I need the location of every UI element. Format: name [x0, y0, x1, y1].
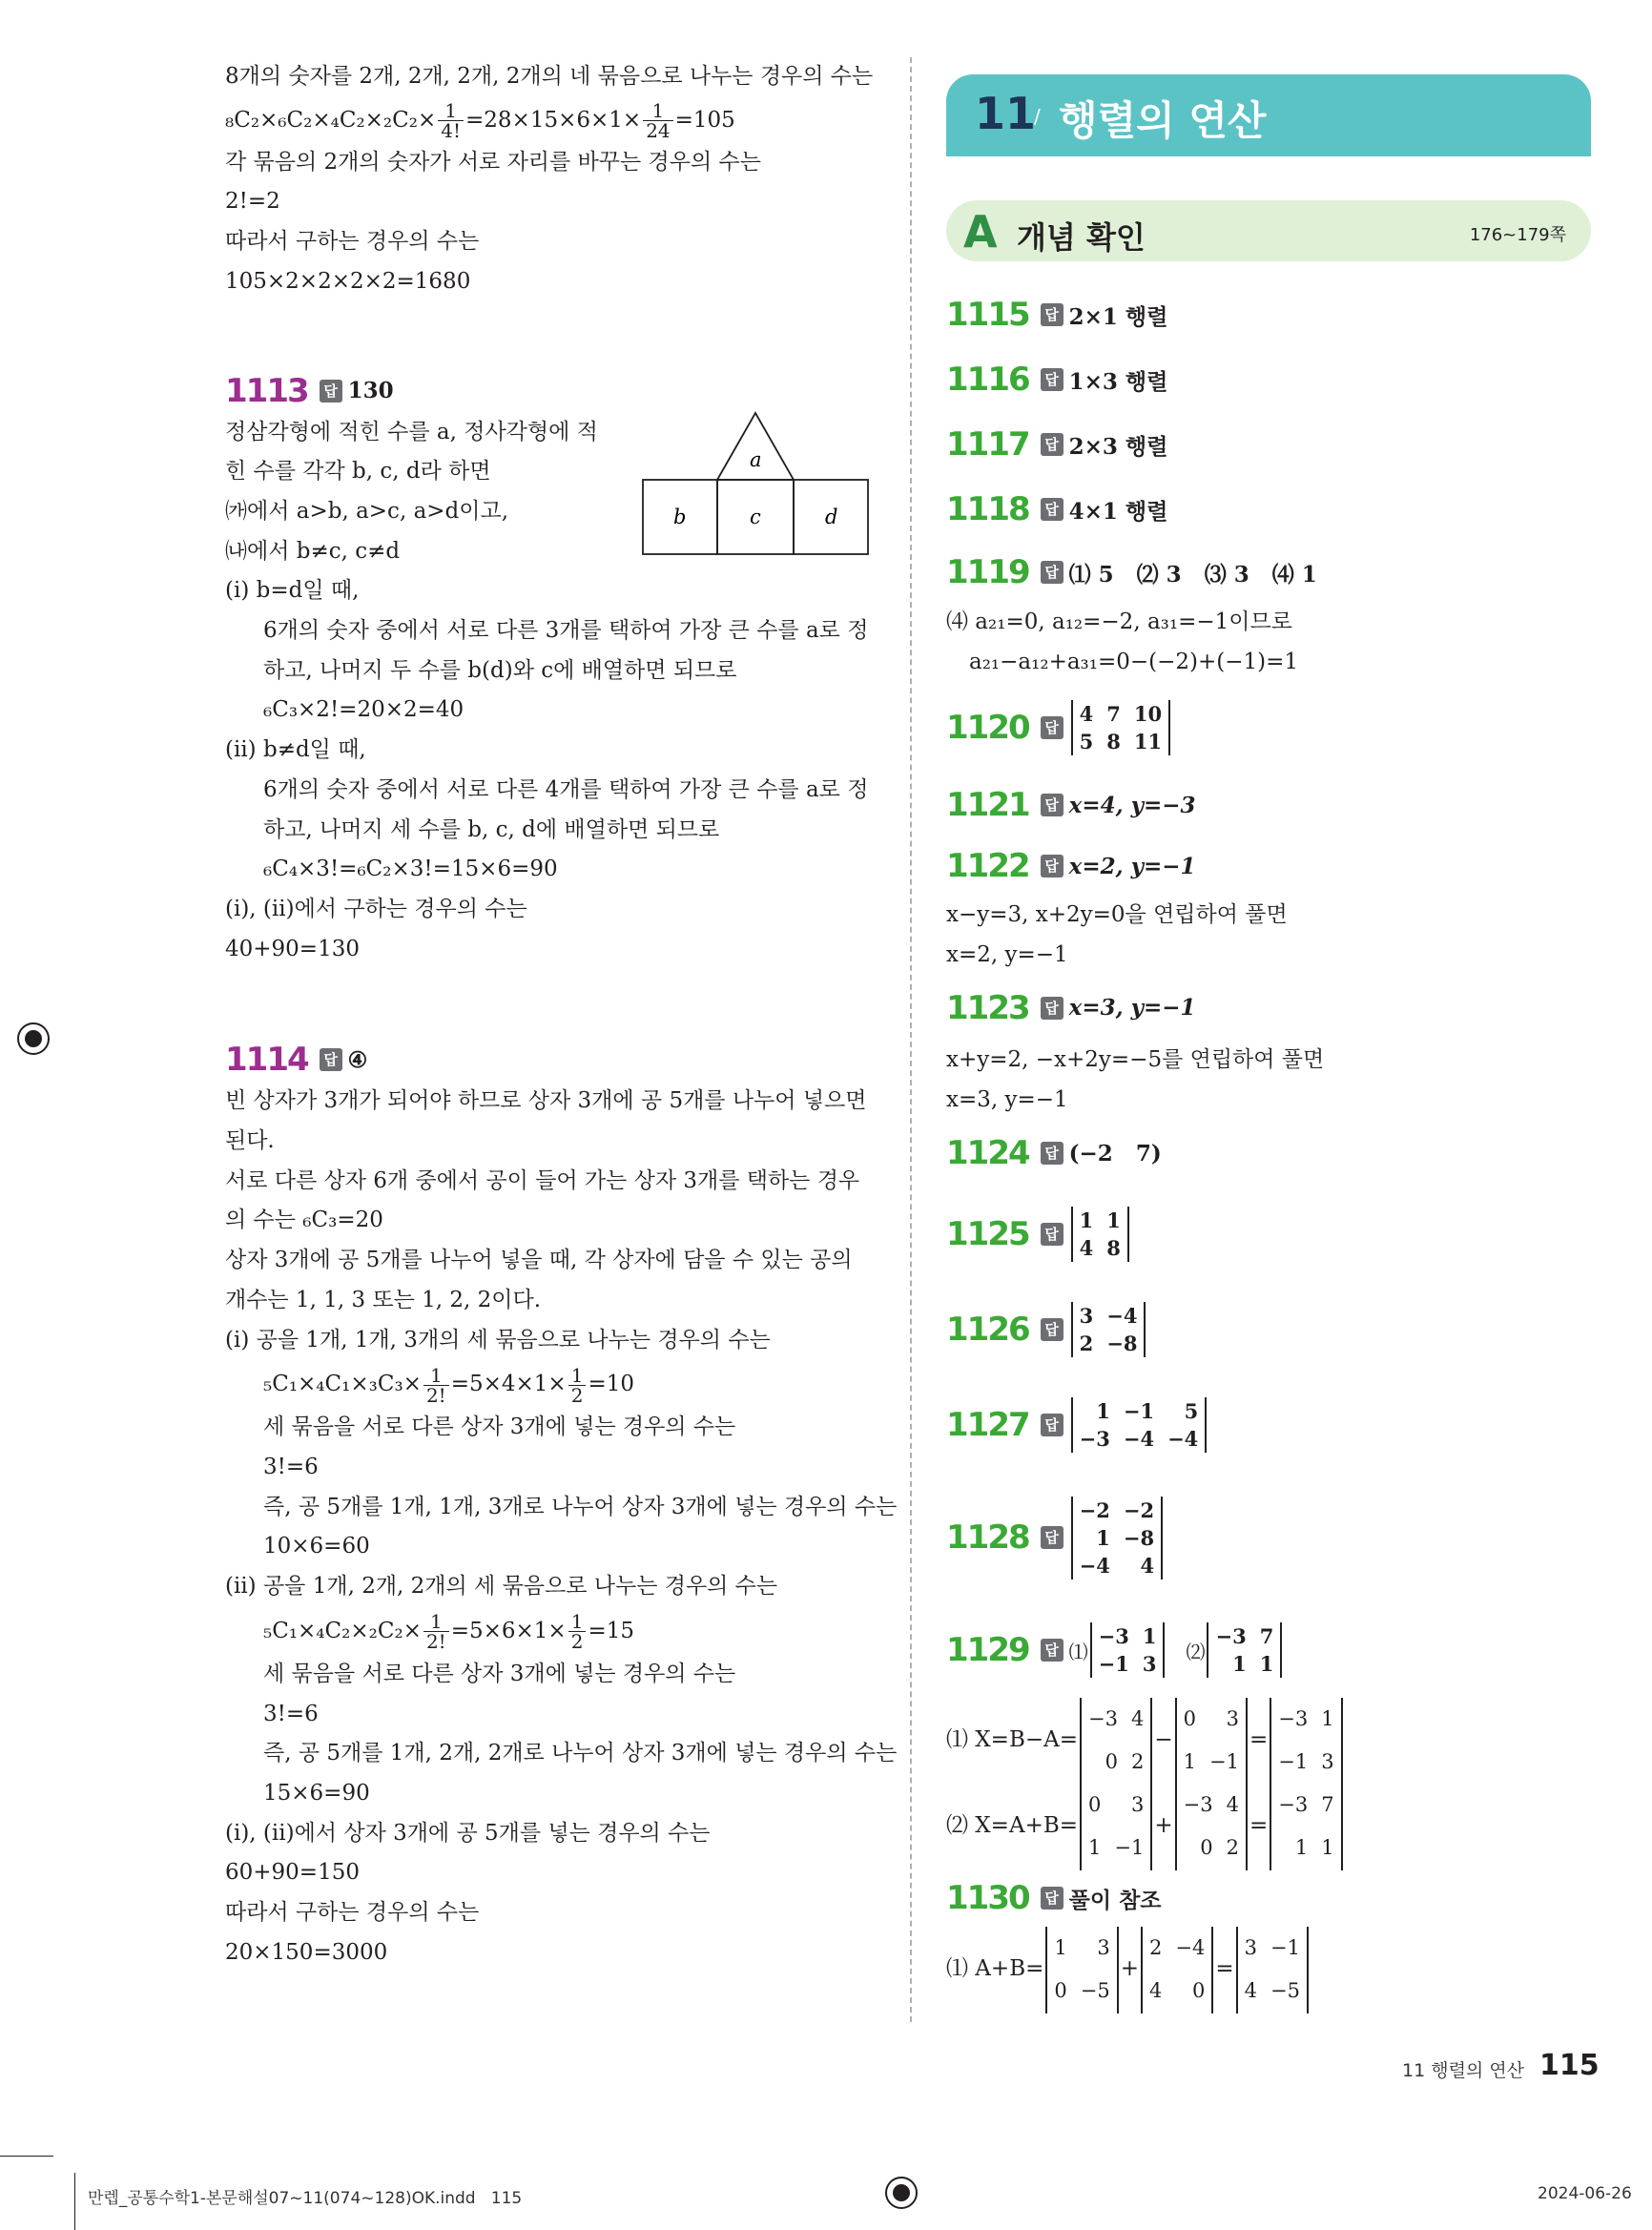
- text-line: 105×2×2×2×2=1680: [225, 268, 471, 294]
- figure-label-d: d: [825, 505, 838, 528]
- formula-line: ⑴ A+B= 1 3 0 −5 + 2 −4 4 0 = 3 −1 4 −5: [946, 1927, 1595, 2013]
- matrix-entry: 0: [1183, 1706, 1197, 1730]
- fraction: $\frac{1}{2!}$: [423, 1366, 449, 1405]
- answer-row: [946, 682, 1595, 774]
- formula-part: ₈C₂×₆C₂×₄C₂×₂C₂×: [225, 107, 437, 133]
- matrix-entry: −3: [1183, 1792, 1213, 1816]
- matrix-entry: 1: [1096, 1525, 1110, 1550]
- matrix: [1175, 1784, 1248, 1870]
- matrix-entry: −1: [1209, 1750, 1239, 1774]
- matrix-entry: 3: [1244, 1935, 1257, 1959]
- column-divider: [910, 57, 912, 2022]
- answer-matrix: [1207, 1622, 1282, 1678]
- matrix-entry: 0: [1054, 1979, 1067, 2003]
- text-line: 6개의 숫자 중에서 서로 다른 4개를 택하여 가장 큰 수를 a로 정: [263, 776, 869, 802]
- answer-badge: 답: [1041, 716, 1063, 739]
- answer-badge: 답: [1041, 433, 1063, 456]
- formula-line: [225, 97, 874, 143]
- answer-matrix: [1071, 700, 1170, 755]
- answer-badge: 답: [1041, 561, 1063, 584]
- text-line: (ⅰ) b=d일 때,: [225, 578, 360, 604]
- matrix-entry: 4: [1079, 1236, 1094, 1261]
- section-header: [946, 200, 1591, 261]
- matrix-body: [1071, 1302, 1146, 1357]
- matrix: [1080, 1784, 1152, 1870]
- answer-badge: 답: [1041, 1639, 1063, 1662]
- matrix-entry: 1: [1096, 1399, 1110, 1424]
- matrix-entry: 1: [1088, 1836, 1102, 1860]
- answer-badge: 답: [1041, 368, 1063, 391]
- problem-number: 1126: [946, 1311, 1029, 1350]
- answer-matrix: [1071, 1497, 1163, 1580]
- text-line: (ⅱ) b≠d일 때,: [225, 737, 366, 763]
- figure-label-b: b: [673, 505, 687, 528]
- matrix-body: [1270, 1784, 1342, 1870]
- matrix-body: [1080, 1698, 1152, 1785]
- text-line: 6개의 숫자 중에서 서로 다른 3개를 택하여 가장 큰 수를 a로 정: [263, 618, 869, 644]
- text-line: 하고, 나머지 두 수를 b(d)와 c에 배열하면 되므로: [263, 657, 737, 683]
- matrix-entry: 2: [1079, 1332, 1094, 1356]
- triangle-square-figure: [641, 409, 870, 558]
- formula-part: =105: [674, 107, 735, 133]
- text-line: a₂₁−a₁₂+a₃₁=0−(−2)+(−1)=1: [969, 649, 1299, 674]
- text-line: 빈 상자가 3개가 되어야 하므로 상자 3개에 공 5개를 나누어 넣으면: [225, 1088, 867, 1114]
- fraction: $\frac{1}{2!}$: [423, 1612, 449, 1651]
- matrix-entry: −4: [1167, 1427, 1199, 1452]
- matrix: [1270, 1784, 1342, 1870]
- fraction: $\frac{1}{2}$: [568, 1366, 587, 1405]
- answer-text: ⑴ 5 ⑵ 3 ⑶ 3 ⑷ 1: [1068, 561, 1317, 588]
- answer-badge: 답: [1041, 303, 1063, 326]
- problem-number: 1117: [946, 425, 1029, 464]
- answer-badge: 답: [1041, 1887, 1063, 1910]
- matrix-body: [1175, 1698, 1248, 1785]
- text-line: 된다.: [225, 1128, 275, 1154]
- problem-number: 1113: [225, 371, 308, 410]
- matrix-entry: −3: [1278, 1706, 1309, 1730]
- matrix-body: [1071, 1397, 1208, 1453]
- answer-row: [946, 836, 1595, 896]
- matrix-entry: −8: [1123, 1525, 1155, 1550]
- text-line: 서로 다른 상자 6개 중에서 공이 들어 가는 상자 3개를 택하는 경우: [225, 1167, 860, 1193]
- problem-number: 1122: [946, 847, 1029, 886]
- answer-badge: 답: [1041, 1223, 1063, 1246]
- formula-line: ₅C₁×₄C₂×₂C₂× $\frac{1}{2!}$ =5×6×1× $\frac{1}{2}$ =15: [263, 1610, 634, 1654]
- answer-text: (−2 7): [1068, 1140, 1162, 1167]
- print-file-name: 만렙_공통수학1-본문해설07~11(074~128)OK.indd 115: [88, 2189, 523, 2208]
- problem-number: 1124: [946, 1134, 1029, 1173]
- answer-badge: 답: [1041, 794, 1063, 816]
- matrix-entry: 3: [1142, 1652, 1157, 1677]
- matrix-entry: 1: [1321, 1836, 1334, 1860]
- matrix-body: [1045, 1927, 1118, 2013]
- matrix: [1236, 1927, 1309, 2013]
- matrix-entry: 0: [1200, 1836, 1213, 1860]
- matrix-entry: 4: [1130, 1706, 1145, 1730]
- matrix-entry: −1: [1123, 1399, 1155, 1424]
- answer-text: 2×1 행렬: [1068, 303, 1168, 330]
- problem-number: 1118: [946, 490, 1029, 528]
- section-pages: 176~179쪽: [1469, 225, 1566, 245]
- matrix: [1270, 1698, 1342, 1785]
- matrix: [1045, 1927, 1118, 2013]
- answer-text: x=2, y=−1: [1068, 853, 1196, 879]
- matrix-entry: −2: [1079, 1497, 1110, 1522]
- answer-text: 2×3 행렬: [1068, 433, 1168, 460]
- matrix-entry: 8: [1106, 730, 1121, 754]
- answer-row: [946, 412, 1595, 477]
- text-line: 힌 수를 각각 b, c, d라 하면: [225, 459, 491, 485]
- formula-line: ⑵ X=A+B= 0 3 1 −1 + −3 4 0 2 = −3 7 1 1: [946, 1784, 1595, 1869]
- chapter-separator: /: [1034, 105, 1041, 128]
- page-number: 115: [1539, 2049, 1600, 2082]
- answer-row: [946, 1602, 1595, 1698]
- matrix-entry: −2: [1123, 1497, 1155, 1522]
- figure-label-a: a: [750, 447, 762, 471]
- text-line: 3!=6: [263, 1701, 319, 1726]
- problem-1114-header: [225, 1038, 874, 1082]
- answer-text: x=3, y=−1: [1068, 995, 1196, 1022]
- matrix-entry: 1: [1232, 1652, 1247, 1677]
- matrix-body: [1236, 1927, 1309, 2013]
- text-line: x=3, y=−1: [946, 1086, 1068, 1112]
- text-line: ⑷ a₂₁=0, a₁₂=−2, a₃₁=−1이므로: [946, 609, 1292, 634]
- matrix-entry: −1: [1114, 1836, 1145, 1860]
- matrix-entry: 4: [1226, 1792, 1239, 1816]
- matrix-entry: −4: [1123, 1427, 1155, 1452]
- text-line: 3!=6: [263, 1454, 319, 1479]
- section-label: 개념 확인: [1017, 219, 1146, 256]
- matrix-body: [1071, 1497, 1163, 1580]
- formula-line: ⑴ X=B−A= −3 4 0 2 − 0 3 1 −1 = −3 1 −1 3: [946, 1698, 1595, 1784]
- answer-text: ④: [347, 1046, 368, 1073]
- matrix-body: [1090, 1622, 1166, 1678]
- registration-mark-icon: [17, 1022, 50, 1055]
- print-date: 2024-06-26: [1538, 2184, 1632, 2203]
- matrix-entry: 5: [1184, 1399, 1199, 1424]
- problem-number: 1121: [946, 786, 1029, 825]
- answer-matrix: [1071, 1207, 1129, 1262]
- answer-badge: 답: [1041, 1142, 1063, 1165]
- matrix-entry: 3: [1079, 1304, 1094, 1329]
- matrix-entry: −3: [1098, 1624, 1129, 1649]
- answer-row: [946, 1869, 1595, 1927]
- matrix-entry: 0: [1191, 1979, 1206, 2003]
- answer-row: [946, 1282, 1595, 1377]
- answer-sub-label: ⑵: [1186, 1640, 1206, 1663]
- answer-badge: 답: [1041, 1414, 1063, 1436]
- matrix-body: [1207, 1622, 1282, 1678]
- matrix-entry: −4: [1106, 1304, 1138, 1329]
- matrix-entry: 1: [1259, 1652, 1274, 1677]
- problem-number: 1120: [946, 709, 1029, 748]
- text-line: 10×6=60: [263, 1534, 370, 1559]
- text-line: 세 묶음을 서로 다른 상자 3개에 넣는 경우의 수는: [263, 1414, 736, 1440]
- matrix-entry: 0: [1105, 1750, 1118, 1774]
- text-line: 하고, 나머지 세 수를 b, c, d에 배열하면 되므로: [263, 816, 720, 842]
- problem-number: 1125: [946, 1215, 1029, 1254]
- matrix-entry: −8: [1106, 1332, 1138, 1356]
- text-line: 2!=2: [225, 189, 280, 215]
- problem-number: 1127: [946, 1406, 1029, 1445]
- matrix-entry: −1: [1278, 1750, 1309, 1774]
- answer-row: [946, 282, 1595, 347]
- chapter-title: 행렬의 연산: [1059, 97, 1267, 144]
- matrix-entry: 11: [1133, 730, 1163, 754]
- text-line: (ⅰ), (ⅱ)에서 구하는 경우의 수는: [225, 896, 527, 921]
- chapter-banner: [946, 74, 1591, 156]
- problem-number: 1116: [946, 361, 1029, 399]
- answer-text: 풀이 참조: [1068, 1887, 1162, 1913]
- matrix-entry: 10: [1133, 702, 1163, 727]
- text-line: x=2, y=−1: [946, 942, 1068, 968]
- matrix-entry: 2: [1226, 1836, 1239, 1860]
- problem-number: 1130: [946, 1879, 1029, 1918]
- text-line: 상자 3개에 공 5개를 나누어 넣을 때, 각 상자에 담을 수 있는 공의: [225, 1248, 853, 1273]
- matrix-entry: 3: [1130, 1792, 1145, 1816]
- answer-badge: 답: [320, 380, 342, 403]
- matrix: [1175, 1698, 1248, 1785]
- answer-matrix: [1071, 1397, 1208, 1453]
- matrix-entry: 1: [1142, 1624, 1157, 1649]
- matrix-entry: −3: [1215, 1624, 1247, 1649]
- left-column: [225, 57, 898, 1972]
- matrix-entry: −4: [1175, 1935, 1206, 1959]
- problem-number: 1128: [946, 1518, 1029, 1558]
- matrix-entry: −5: [1080, 1979, 1110, 2003]
- matrix-entry: 1: [1183, 1750, 1197, 1774]
- text-line: (ⅰ) 공을 1개, 1개, 3개의 세 묶음으로 나누는 경우의 수는: [225, 1327, 771, 1352]
- matrix-entry: 3: [1097, 1935, 1110, 1959]
- matrix-entry: 5: [1079, 730, 1094, 754]
- matrix-entry: 4: [1149, 1979, 1163, 2003]
- answer-sub-label: ⑴: [1068, 1640, 1088, 1663]
- answer-text: x=4, y=−3: [1068, 792, 1196, 818]
- matrix-entry: 2: [1130, 1750, 1145, 1774]
- text-line: 8개의 숫자를 2개, 2개, 2개, 2개의 네 묶음으로 나누는 경우의 수는: [225, 64, 874, 89]
- matrix-body: [1071, 1207, 1129, 1262]
- matrix-entry: −5: [1270, 1979, 1300, 2003]
- crop-mark: [0, 2156, 53, 2157]
- matrix-body: [1175, 1784, 1248, 1870]
- matrix-entry: 4: [1079, 702, 1094, 727]
- problem-number: 1119: [946, 553, 1029, 591]
- matrix-entry: −1: [1270, 1935, 1300, 1959]
- answer-row: [946, 976, 1595, 1041]
- answer-text: 4×1 행렬: [1068, 498, 1168, 525]
- matrix-entry: −4: [1079, 1553, 1110, 1578]
- answer-text: 1×3 행렬: [1068, 368, 1168, 395]
- text-line: 각 묶음의 2개의 숫자가 서로 자리를 바꾸는 경우의 수는: [225, 149, 761, 175]
- matrix-entry: 1: [1106, 1208, 1121, 1233]
- text-line: 20×150=3000: [225, 1939, 388, 1965]
- matrix-entry: 1: [1321, 1706, 1334, 1730]
- answer-row: [946, 542, 1595, 603]
- problem-number: 1115: [946, 296, 1029, 334]
- section-letter: A: [963, 206, 998, 258]
- matrix-entry: 1: [1294, 1836, 1309, 1860]
- matrix-entry: 7: [1321, 1792, 1334, 1816]
- text-line: 세 묶음을 서로 다른 상자 3개에 넣는 경우의 수는: [263, 1661, 736, 1686]
- matrix-entry: −3: [1079, 1427, 1110, 1452]
- text-line: 15×6=90: [263, 1780, 370, 1806]
- text-line: 따라서 구하는 경우의 수는: [225, 229, 480, 255]
- fraction: $\frac{1}{2}$: [568, 1612, 587, 1651]
- problem-number: 1129: [946, 1631, 1029, 1670]
- problem-number: 1123: [946, 988, 1029, 1027]
- running-footer-chapter: 11 행렬의 연산: [1402, 2060, 1525, 2081]
- answer-row: [946, 477, 1595, 542]
- matrix-body: [1270, 1698, 1342, 1785]
- matrix-entry: 7: [1106, 702, 1121, 727]
- answer-row: [946, 774, 1595, 836]
- text-line: (ⅱ) 공을 1개, 2개, 2개의 세 묶음으로 나누는 경우의 수는: [225, 1574, 778, 1600]
- text-line: 따라서 구하는 경우의 수는: [225, 1900, 480, 1926]
- matrix: [1141, 1927, 1213, 2013]
- answer-row: [946, 1473, 1595, 1602]
- matrix-entry: 3: [1226, 1706, 1239, 1730]
- matrix-entry: 8: [1106, 1236, 1121, 1261]
- answer-badge: 답: [1041, 1526, 1063, 1549]
- answer-row: [946, 347, 1595, 412]
- text-line: 개수는 1, 1, 3 또는 1, 2, 2이다.: [225, 1287, 542, 1312]
- crop-mark: [74, 2173, 75, 2230]
- matrix-entry: 1: [1079, 1208, 1094, 1233]
- text-line: 즉, 공 5개를 1개, 1개, 3개로 나누어 상자 3개에 넣는 경우의 수는: [263, 1494, 898, 1519]
- answer-badge: 답: [1041, 1318, 1063, 1341]
- matrix-entry: −3: [1088, 1706, 1118, 1730]
- fraction: $\frac{1}{24}$: [643, 101, 672, 140]
- matrix-body: [1071, 700, 1170, 755]
- text-line: 40+90=130: [225, 936, 360, 961]
- answer-badge: 답: [1041, 498, 1063, 521]
- text-line: 즉, 공 5개를 1개, 2개, 2개로 나누어 상자 3개에 넣는 경우의 수는: [263, 1741, 898, 1766]
- matrix-entry: 3: [1321, 1750, 1334, 1774]
- matrix-entry: 4: [1244, 1979, 1257, 2003]
- matrix-entry: 2: [1149, 1935, 1163, 1959]
- text-line: x−y=3, x+2y=0을 연립하여 풀면: [946, 902, 1288, 928]
- answer-matrix: [1071, 1302, 1146, 1357]
- text-line: ₆C₃×2!=20×2=40: [263, 697, 465, 723]
- text-line: 의 수는 ₆C₃=20: [225, 1208, 383, 1233]
- figure-label-c: c: [750, 505, 761, 528]
- formula-line: ₅C₁×₄C₁×₃C₃× $\frac{1}{2!}$ =5×4×1× $\frac{1}{2}$ =10: [263, 1363, 634, 1407]
- answer-badge: 답: [320, 1048, 342, 1071]
- problem-1113-header: [225, 369, 874, 413]
- matrix-entry: 0: [1088, 1792, 1102, 1816]
- text-line: ㈏에서 b≠c, c≠d: [225, 538, 401, 564]
- text-line: ㈎에서 a>b, a>c, a>d이고,: [225, 498, 509, 524]
- answer-badge: 답: [1041, 855, 1063, 878]
- text-line: (ⅰ), (ⅱ)에서 상자 3개에 공 5개를 넣는 경우의 수는: [225, 1820, 711, 1846]
- matrix-body: [1080, 1784, 1152, 1870]
- matrix-entry: −3: [1278, 1792, 1309, 1816]
- formula-part: =28×15×6×1×: [465, 107, 642, 133]
- right-column: [946, 282, 1595, 2013]
- matrix-entry: 1: [1054, 1935, 1067, 1959]
- matrix-entry: 4: [1140, 1553, 1155, 1578]
- text-line: 정삼각형에 적힌 수를 a, 정사각형에 적: [225, 419, 598, 444]
- text-line: x+y=2, −x+2y=−5를 연립하여 풀면: [946, 1046, 1325, 1072]
- answer-row: [946, 1187, 1595, 1282]
- answer-row: [946, 1120, 1595, 1187]
- answer-text: 130: [347, 378, 394, 404]
- matrix-entry: −1: [1098, 1652, 1129, 1677]
- answer-badge: 답: [1041, 997, 1063, 1020]
- matrix: [1080, 1698, 1152, 1785]
- fraction: $\frac{1}{4!}$: [438, 101, 464, 140]
- matrix-entry: 7: [1259, 1624, 1274, 1649]
- answer-row: [946, 1377, 1595, 1473]
- answer-matrix: [1090, 1622, 1166, 1678]
- matrix-body: [1141, 1927, 1213, 2013]
- chapter-number: 11: [975, 88, 1037, 139]
- text-line: 60+90=150: [225, 1860, 360, 1886]
- registration-mark-icon: [885, 2177, 918, 2209]
- text-line: ₆C₄×3!=₆C₂×3!=15×6=90: [263, 857, 558, 882]
- problem-number: 1114: [225, 1041, 308, 1080]
